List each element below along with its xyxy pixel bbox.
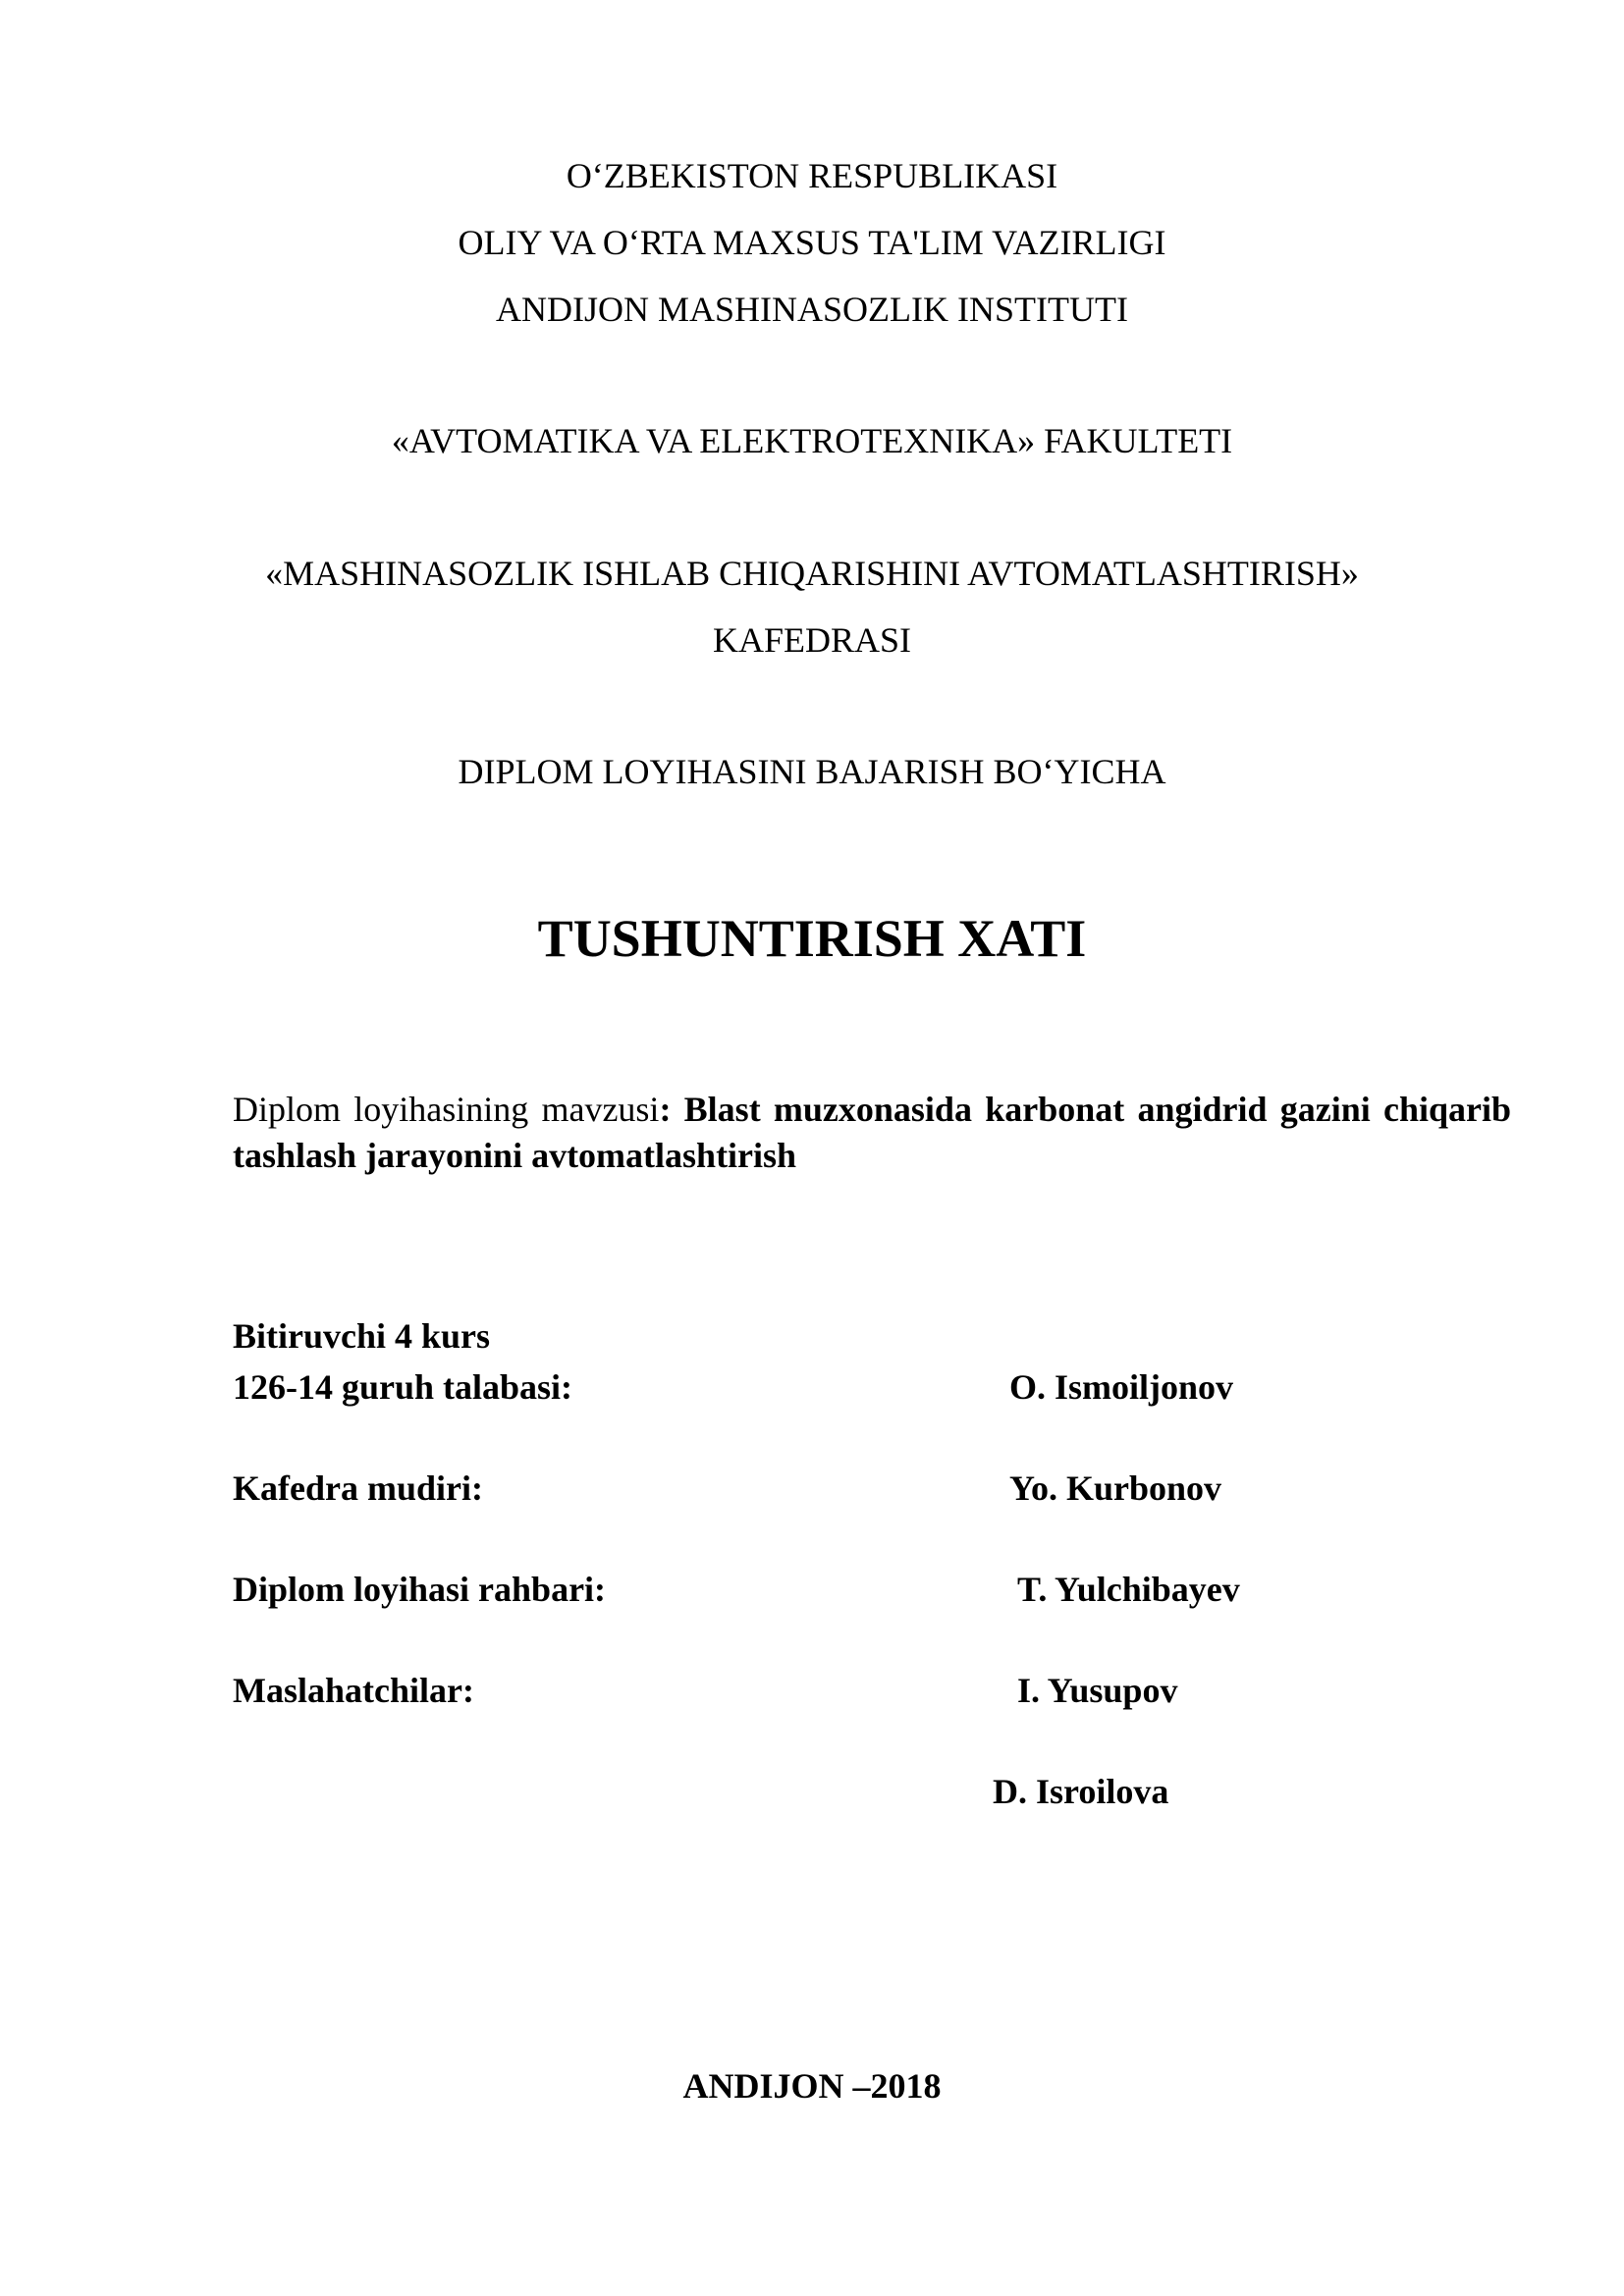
supervisor-label: Diplom loyihasi rahbari: <box>233 1570 607 1609</box>
ministry-country: O‘ZBEKISTON RESPUBLIKASI <box>566 156 1058 195</box>
student-course-label: Bitiruvchi 4 kurs <box>233 1316 491 1356</box>
supervisor-name: T. Yulchibayev <box>1017 1570 1240 1609</box>
document-title: TUSHUNTIRISH XATI <box>537 909 1087 968</box>
student-name: O. Ismoiljonov <box>1009 1367 1234 1407</box>
topic-value: Blast muzxonasida karbonat angidrid gazini chiqarib tashlash jarayonini avtomatlashtirish <box>233 1090 1511 1175</box>
topic-colon: : <box>659 1090 672 1129</box>
department-name: «MASHINASOZLIK ISHLAB CHIQARISHINI AVTOMATLASHTIRISH» <box>265 554 1359 593</box>
department-label: KAFEDRASI <box>712 620 912 660</box>
student-group-label: 126-14 guruh talabasi: <box>233 1367 573 1407</box>
document-subtitle: DIPLOM LOYIHASINI BAJARISH BO‘YICHA <box>458 752 1166 791</box>
city-year: ANDIJON –2018 <box>682 2066 942 2106</box>
consultant-name: I. Yusupov <box>1017 1671 1178 1710</box>
consultants-label: Maslahatchilar: <box>233 1671 474 1710</box>
head-of-department-name: Yo. Kurbonov <box>1009 1468 1222 1508</box>
head-of-department-label: Kafedra mudiri: <box>233 1468 483 1508</box>
faculty-name: «AVTOMATIKA VA ELEKTROTEXNIKA» FAKULTETI <box>391 421 1233 460</box>
diploma-topic <box>233 1087 1511 1179</box>
institute-name: ANDIJON MASHINASOZLIK INSTITUTI <box>496 290 1128 329</box>
topic-label: Diplom loyihasining mavzusi <box>233 1090 660 1129</box>
consultant-name: D. Isroilova <box>993 1772 1169 1811</box>
ministry-name: OLIY VA O‘RTA MAXSUS TA'LIM VAZIRLIGI <box>458 223 1166 262</box>
